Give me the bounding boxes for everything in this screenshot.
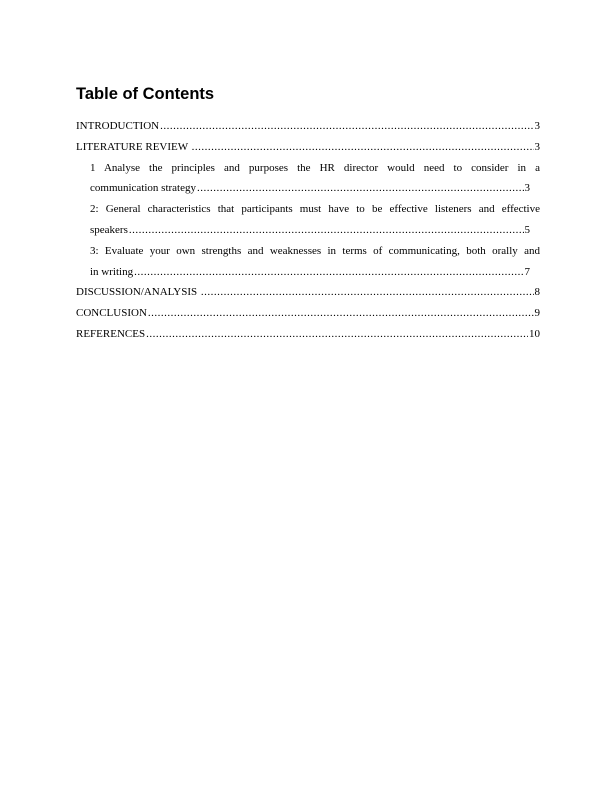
toc-entry-literature-review[interactable] (76, 137, 540, 158)
toc-entry-introduction[interactable] (76, 116, 540, 137)
toc-page-number: 3 (534, 140, 540, 153)
toc-page-number: 3 (524, 182, 530, 195)
toc-title: Table of Contents (76, 85, 215, 103)
toc-entry-label-line2: communication strategy (90, 182, 196, 195)
toc-entry-label: CONCLUSION (76, 307, 147, 320)
toc-entry-label-line2: in writing (90, 265, 134, 278)
toc-entry-references[interactable] (76, 324, 540, 345)
toc-entry-label: DISCUSSION/ANALYSIS (76, 286, 200, 299)
dot-leader (160, 116, 533, 137)
toc-entry-label-line2: speakers (90, 223, 128, 236)
toc-entry-subsection-1[interactable] (90, 158, 540, 200)
toc-entry-label-line1: 2: General characteristics that participants must have to be effective listeners and effective (90, 203, 540, 216)
toc-page-number: 5 (524, 223, 530, 236)
dot-leader (201, 282, 534, 303)
toc-page-number: 10 (529, 327, 540, 340)
toc-entry-label-line1: 3: Evaluate your own strengths and weaknesses in terms of communicating, both orally and (90, 244, 540, 257)
toc-entry-subsection-2[interactable] (90, 199, 540, 241)
toc-entry-label: INTRODUCTION (76, 120, 160, 132)
toc-entry-conclusion[interactable] (76, 303, 540, 324)
toc-entry-subsection-3[interactable] (90, 241, 540, 283)
toc-entry-label: LITERATURE REVIEW (76, 140, 191, 153)
dot-leader (129, 220, 524, 241)
toc-entry-label: REFERENCES (76, 327, 146, 340)
dot-leader (148, 303, 534, 324)
toc-page-number: 3 (534, 120, 540, 132)
dot-leader (134, 262, 523, 283)
dot-leader (146, 324, 528, 345)
toc-entry-label-line1: 1 Analyse the principles and purposes the HR director would need to consider in a (90, 161, 540, 174)
toc-entry-discussion-analysis[interactable] (76, 282, 540, 303)
dot-leader (197, 178, 524, 199)
dot-leader (192, 137, 534, 158)
toc-page-number: 7 (524, 265, 530, 278)
toc-page-number: 9 (534, 307, 540, 320)
toc-page-number: 8 (534, 286, 540, 299)
toc-list (76, 116, 540, 345)
